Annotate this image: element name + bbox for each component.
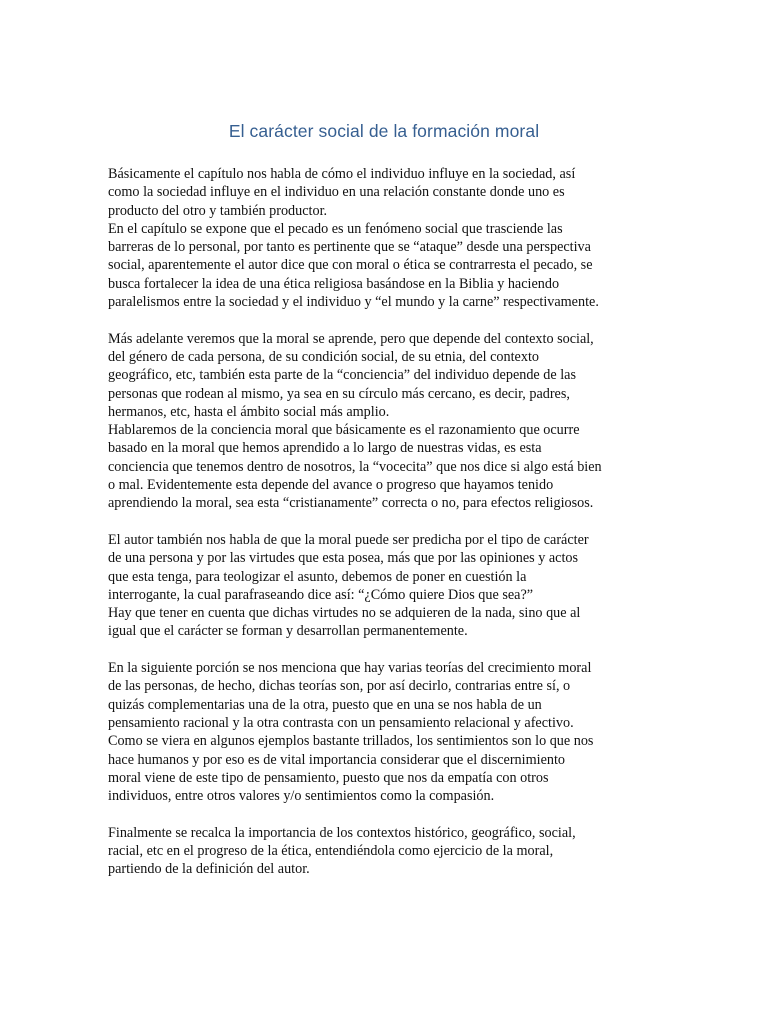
text-line: conciencia que tenemos dentro de nosotros, la “vocecita” que nos dice si algo está bien xyxy=(108,458,602,475)
text-line: como la sociedad influye en el individuo en una relación constante donde uno es xyxy=(108,184,565,201)
text-line: quizás complementarias una de la otra, puesto que en una se nos habla de un xyxy=(108,696,542,713)
paragraph-gap xyxy=(108,805,668,823)
text-line: personas que rodean al mismo, ya sea en su círculo más cercano, es decir, padres, xyxy=(108,385,570,402)
text-line: interrogante, la cual parafraseando dice así: “¿Cómo quiere Dios que sea?” xyxy=(108,586,534,603)
text-line: basado en la moral que hemos aprendido a lo largo de nuestras vidas, es esta xyxy=(108,440,542,457)
text-line: busca fortalecer la idea de una ética religiosa basándose en la Biblia y haciendo xyxy=(108,275,560,292)
text-line: producto del otro y también productor. xyxy=(108,202,328,219)
paragraph-4 xyxy=(108,659,668,805)
text-line: paralelismos entre la sociedad y el individuo y “el mundo y la carne” respectivamente. xyxy=(108,294,599,311)
text-line: partiendo de la definición del autor. xyxy=(108,861,310,878)
document-body xyxy=(108,165,668,879)
text-line: El autor también nos habla de que la moral puede ser predicha por el tipo de carácter xyxy=(108,531,589,548)
paragraph-gap xyxy=(108,513,668,531)
text-line: igual que el carácter se forman y desarrollan permanentemente. xyxy=(108,623,468,640)
paragraph-2 xyxy=(108,330,668,513)
text-line: Hablaremos de la conciencia moral que básicamente es el razonamiento que ocurre xyxy=(108,422,580,439)
text-line: aprendiendo la moral, sea esta “cristianamente” correcta o no, para efectos religiosos. xyxy=(108,495,594,512)
text-line: racial, etc en el progreso de la ética, entendiéndola como ejercicio de la moral, xyxy=(108,842,554,859)
text-line: que esta tenga, para teologizar el asunto, debemos de poner en cuestión la xyxy=(108,568,527,585)
paragraph-5 xyxy=(108,824,668,879)
text-line: moral viene de este tipo de pensamiento, puesto que nos da empatía con otros xyxy=(108,769,549,786)
text-line: de las personas, de hecho, dichas teorías son, por así decirlo, contrarias entre sí, o xyxy=(108,678,571,695)
text-line: barreras de lo personal, por tanto es pertinente que se “ataque” desde una perspectiva xyxy=(108,239,591,256)
paragraph-gap xyxy=(108,641,668,659)
text-line: En el capítulo se expone que el pecado es un fenómeno social que trasciende las xyxy=(108,220,563,237)
paragraph-3 xyxy=(108,531,668,641)
text-line: Más adelante veremos que la moral se aprende, pero que depende del contexto social, xyxy=(108,330,594,347)
text-line: del género de cada persona, de su condición social, de su etnia, del contexto xyxy=(108,348,539,365)
text-line: individuos, entre otros valores y/o sentimientos como la compasión. xyxy=(108,788,495,805)
document-title: El carácter social de la formación moral xyxy=(228,121,540,141)
text-line: hermanos, etc, hasta el ámbito social más amplio. xyxy=(108,403,390,420)
text-line: hace humanos y por eso es de vital importancia considerar que el discernimiento xyxy=(108,751,565,768)
text-line: geográfico, etc, también esta parte de la “conciencia” del individuo depende de las xyxy=(108,367,576,384)
paragraph-gap xyxy=(108,311,668,329)
text-line: social, aparentemente el autor dice que con moral o ética se contrarresta el pecado, se xyxy=(108,257,593,274)
text-line: de una persona y por las virtudes que esta posea, más que por las opiniones y actos xyxy=(108,550,579,567)
text-line: o mal. Evidentemente esta depende del avance o progreso que hayamos tenido xyxy=(108,477,554,494)
text-line: Básicamente el capítulo nos habla de cómo el individuo influye en la sociedad, así xyxy=(108,166,576,182)
text-line: pensamiento racional y la otra contrasta con un pensamiento relacional y afectivo. xyxy=(108,714,574,731)
text-line: Hay que tener en cuenta que dichas virtudes no se adquieren de la nada, sino que al xyxy=(108,605,581,622)
paragraph-1 xyxy=(108,165,668,311)
text-line: Finalmente se recalca la importancia de los contextos histórico, geográfico, social, xyxy=(108,824,576,841)
text-line: Como se viera en algunos ejemplos bastante trillados, los sentimientos son lo que nos xyxy=(108,733,594,750)
text-line: En la siguiente porción se nos menciona que hay varias teorías del crecimiento moral xyxy=(108,660,592,677)
